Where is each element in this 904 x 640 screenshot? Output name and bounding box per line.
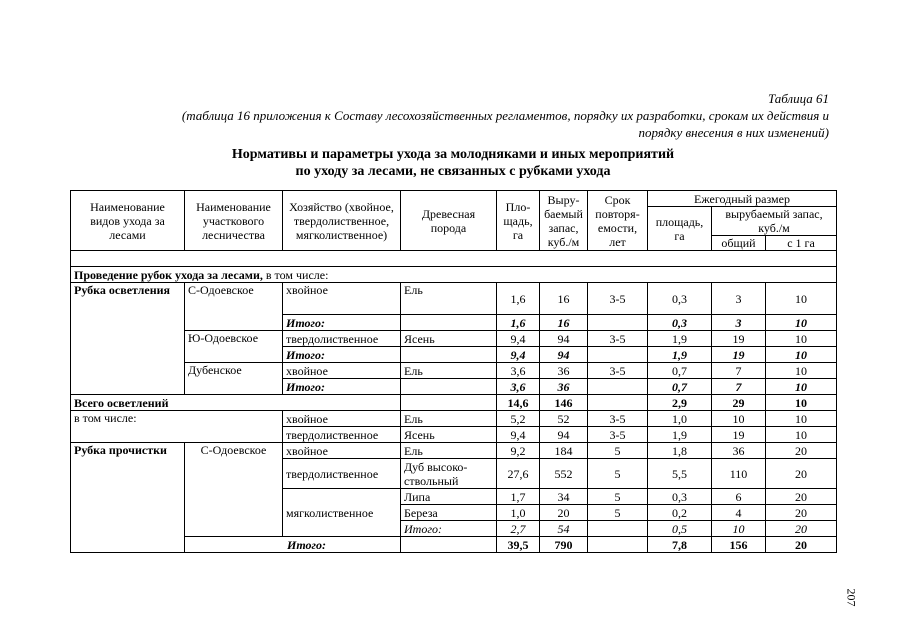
table-caption: [69, 90, 829, 141]
page-number: 207: [844, 588, 859, 607]
title-line-1: Нормативы и параметры ухода за молодняками и иных мероприятий: [231, 147, 675, 162]
header-volume-per-ha: с 1 га: [766, 236, 837, 251]
table-row: в том числе: хвойное Ель 5,2 52 3-5 1,0 10 10: [71, 411, 837, 427]
table-row: Итого: 39,5 790 7,8 156 20: [71, 537, 837, 553]
title-line-2: по уходу за лесами, не связанных с рубками ухода: [295, 164, 611, 179]
caption-line-2: порядку внесения в них изменений): [638, 125, 829, 140]
work-type-prochistka: Рубка прочистки: [71, 443, 185, 553]
table-row: Итого: 9,4 94 1,9 19 10: [71, 347, 837, 363]
header-period: Срок повторя-емости, лет: [588, 191, 648, 251]
table-row: Ю-Одоевское твердолиственное Ясень 9,4 94 3-5 1,9 19 10: [71, 331, 837, 347]
table-row: Итого: 2,7 54 0,5 10 20: [71, 521, 837, 537]
header-forestry: Наименование участкового лесничества: [185, 191, 283, 251]
table-row: Рубка прочистки С-Одоевское хвойное Ель 9,2 184 5 1,8 36 20: [71, 443, 837, 459]
header-species: Древесная порода: [401, 191, 497, 251]
header-annual-area: площадь, га: [648, 207, 712, 251]
norms-table: [70, 190, 837, 553]
header-area: Пло-щадь, га: [497, 191, 540, 251]
table-row: твердолиственное Дуб высоко-ствольный 27,6 552 5 5,5 110 20: [71, 459, 837, 489]
work-type-osvetlenie: Рубка осветления: [71, 283, 185, 395]
empty-row: [71, 251, 837, 267]
header-work-type: Наименование видов ухода за лесами: [71, 191, 185, 251]
table-row: Всего осветлений 14,6 146 2,9 29 10: [71, 395, 837, 411]
table-title: [70, 146, 836, 180]
header-annual-volume: вырубаемый запас, куб./м: [712, 207, 837, 236]
section-heading: Проведение рубок ухода за лесами, в том числе:: [71, 267, 837, 283]
table-number: Таблица 61: [767, 91, 829, 106]
table-row: Дубенское хвойное Ель 3,6 36 3-5 0,7 7 10: [71, 363, 837, 379]
header-economy: Хозяйство (хвойное, твердолиственное, мягколиственное): [283, 191, 401, 251]
header-annual: Ежегодный размер: [648, 191, 837, 207]
table-row: мягколиственное Липа 1,7 34 5 0,3 6 20: [71, 489, 837, 505]
header-volume-total: общий: [712, 236, 766, 251]
table-row: Итого: 3,6 36 0,7 7 10: [71, 379, 837, 395]
table-row: Рубка осветления С-Одоевское хвойное Ель 1,6 16 3-5 0,3 3 10: [71, 283, 837, 315]
table-row: Береза 1,0 20 5 0,2 4 20: [71, 505, 837, 521]
table-row: [71, 267, 837, 283]
table-row: Итого: 1,6 16 0,3 3 10: [71, 315, 837, 331]
caption-line-1: (таблица 16 приложения к Составу лесохозяйственных регламентов, порядку их разработки, срокам их действия и: [181, 108, 829, 123]
header-volume: Выру-баемый запас, куб./м: [540, 191, 588, 251]
table-row: твердолиственное Ясень 9,4 94 3-5 1,9 19 10: [71, 427, 837, 443]
